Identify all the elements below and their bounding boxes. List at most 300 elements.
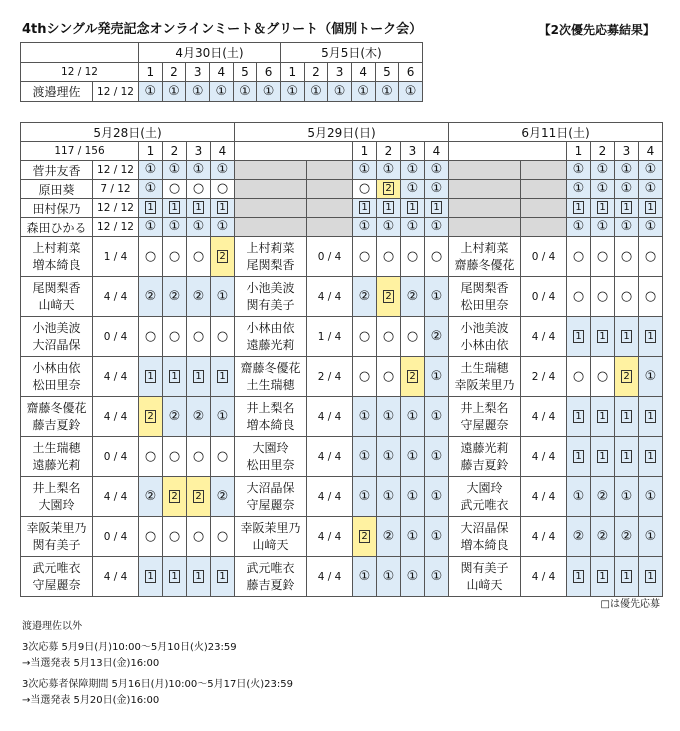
slot-cell: ② (591, 517, 615, 557)
slot-cell: ① (425, 180, 449, 199)
won-count: 4 / 4 (521, 437, 567, 477)
won-count: 4 / 4 (307, 517, 353, 557)
won-count: 4 / 4 (307, 477, 353, 517)
priority-slot-mark: 1 (217, 570, 228, 583)
slot-cell: ① (425, 357, 449, 397)
pair-name-cell (21, 557, 93, 597)
pair-row (21, 237, 663, 277)
priority-slot-mark: 2 (145, 410, 156, 423)
slot-cell: ○ (615, 237, 639, 277)
member-name: 遠藤光莉 (32, 457, 81, 472)
priority-slot-mark: 1 (597, 330, 608, 343)
pair-name-cell (21, 437, 93, 477)
slot-cell: ○ (187, 237, 211, 277)
slot-cell: ① (139, 82, 163, 102)
member-name: 小林由依 (460, 337, 509, 352)
guarantee-notes (22, 677, 293, 709)
slot-cell: ○ (567, 357, 591, 397)
member-name: 守屋麗奈 (32, 577, 81, 592)
slot-cell: ① (401, 218, 425, 237)
unavailable-cell (521, 218, 567, 237)
member-name: 土生瑞穂 (246, 377, 295, 392)
slot-cell: ① (353, 557, 377, 597)
slot-cell (615, 557, 639, 597)
slot-cell: ○ (187, 517, 211, 557)
member-name: 田村保乃 (21, 199, 93, 218)
priority-slot-mark: 1 (169, 370, 180, 383)
member-name: 大園玲 (252, 440, 289, 455)
won-count: 12 / 12 (93, 161, 139, 180)
pair-name-cell (235, 357, 307, 397)
pair-name-cell (449, 437, 521, 477)
member-name: 山﨑天 (252, 537, 289, 552)
slot-cell (353, 517, 377, 557)
slot-cell: ○ (139, 317, 163, 357)
slot-cell: ○ (567, 277, 591, 317)
member-name: 大園玲 (38, 497, 75, 512)
slot-cell: ① (639, 218, 663, 237)
day-header: 5月28日(土) (21, 123, 235, 142)
slot-cell: ○ (591, 237, 615, 277)
slot-cell: ○ (615, 277, 639, 317)
unavailable-cell (521, 161, 567, 180)
member-name: 守屋麗奈 (246, 497, 295, 512)
slot-cell (401, 199, 425, 218)
unavailable-cell (235, 199, 307, 218)
priority-slot-mark: 1 (645, 201, 656, 214)
slot-cell: ○ (187, 180, 211, 199)
pair-name-cell (235, 277, 307, 317)
slot-number-header: 1 (567, 142, 591, 161)
priority-legend: □は優先応募 (600, 599, 660, 610)
member-name: 大沼晶保 (246, 480, 295, 495)
slot-number-header: 1 (353, 142, 377, 161)
slot-cell: ② (377, 517, 401, 557)
slot-cell: ① (353, 161, 377, 180)
result-label: 【2次優先応募結果】 (538, 23, 655, 37)
pair-name-cell (21, 317, 93, 357)
pair-name-cell (21, 277, 93, 317)
slot-cell (591, 557, 615, 597)
won-count: 7 / 12 (93, 180, 139, 199)
won-count: 4 / 4 (307, 557, 353, 597)
priority-slot-mark: 1 (573, 450, 584, 463)
slot-number-header: 5 (375, 63, 399, 82)
member-name: 上村莉菜 (246, 240, 295, 255)
priority-slot-mark: 1 (193, 201, 204, 214)
slot-cell: ① (139, 180, 163, 199)
slot-cell: ① (425, 277, 449, 317)
day-header: 4月30日(土) (139, 43, 281, 63)
slot-number-header: 1 (139, 63, 163, 82)
member-name: 松田里奈 (460, 297, 509, 312)
slot-cell: ① (615, 477, 639, 517)
member-name: 松田里奈 (246, 457, 295, 472)
slot-cell (567, 557, 591, 597)
slot-cell: ① (353, 437, 377, 477)
slot-cell: ① (567, 477, 591, 517)
slot-cell: ② (163, 277, 187, 317)
slot-number-header: 2 (162, 63, 186, 82)
priority-slot-mark: 1 (621, 450, 632, 463)
header-blank (235, 142, 353, 161)
won-count: 4 / 4 (521, 317, 567, 357)
unavailable-cell (449, 180, 521, 199)
slot-cell (639, 397, 663, 437)
slot-cell: ○ (377, 317, 401, 357)
pair-name-cell (449, 237, 521, 277)
priority-slot-mark: 1 (169, 201, 180, 214)
member-name: 齋藤冬優花 (454, 257, 515, 272)
priority-slot-mark: 2 (407, 370, 418, 383)
priority-slot-mark: 1 (645, 410, 656, 423)
slot-cell: ○ (211, 437, 235, 477)
member-name: 井上梨名 (460, 400, 509, 415)
member-name: 土生瑞穂 (460, 360, 509, 375)
priority-slot-mark: 1 (145, 201, 156, 214)
pair-row (21, 557, 663, 597)
slot-cell: ① (187, 218, 211, 237)
member-name: 井上梨名 (32, 480, 81, 495)
pair-name-cell (449, 477, 521, 517)
slot-cell (163, 199, 187, 218)
slot-cell: ○ (211, 180, 235, 199)
slot-cell (139, 397, 163, 437)
day-header: 5月29日(日) (235, 123, 449, 142)
slot-cell (567, 317, 591, 357)
pair-name-cell (21, 477, 93, 517)
slot-cell: ① (615, 180, 639, 199)
day-header-row (21, 123, 663, 142)
won-count: 2 / 4 (521, 357, 567, 397)
unavailable-cell (307, 199, 353, 218)
member-name: 関有美子 (32, 537, 81, 552)
unavailable-cell (449, 218, 521, 237)
won-count: 4 / 4 (307, 437, 353, 477)
unavailable-cell (449, 199, 521, 218)
won-count: 4 / 4 (93, 477, 139, 517)
slot-cell: ① (567, 180, 591, 199)
pair-name-cell (235, 237, 307, 277)
slot-cell: ○ (639, 277, 663, 317)
priority-slot-mark: 1 (645, 570, 656, 583)
slot-cell: ① (211, 161, 235, 180)
priority-slot-mark: 1 (573, 570, 584, 583)
slot-cell (591, 397, 615, 437)
slot-cell: ○ (163, 437, 187, 477)
won-count: 12 / 12 (93, 199, 139, 218)
member-name: 遠藤光莉 (246, 337, 295, 352)
slot-cell: ○ (163, 317, 187, 357)
slot-cell: ① (375, 82, 399, 102)
member-name: 幸阪茉里乃 (240, 520, 301, 535)
slot-cell: ① (639, 477, 663, 517)
slot-cell: ○ (139, 237, 163, 277)
slot-cell: ① (401, 437, 425, 477)
slot-cell (377, 180, 401, 199)
notes-heading: 渡邉理佐以外 (22, 621, 82, 632)
member-name: 齋藤冬優花 (26, 400, 87, 415)
slot-cell: ① (163, 218, 187, 237)
pair-name-cell (449, 317, 521, 357)
member-name: 尾関梨香 (246, 257, 295, 272)
unavailable-cell (521, 199, 567, 218)
slot-cell: ○ (353, 317, 377, 357)
slot-cell: ○ (139, 437, 163, 477)
pair-name-cell (449, 397, 521, 437)
member-row (21, 161, 663, 180)
slot-cell: ○ (163, 180, 187, 199)
slot-cell: ○ (377, 357, 401, 397)
unavailable-cell (307, 161, 353, 180)
slot-number-header: 2 (163, 142, 187, 161)
slot-cell (377, 277, 401, 317)
slot-cell: ① (425, 397, 449, 437)
priority-slot-mark: 1 (431, 201, 442, 214)
slot-cell (425, 199, 449, 218)
pair-name-cell (449, 557, 521, 597)
slot-number-header: 4 (211, 142, 235, 161)
slot-cell: ② (187, 277, 211, 317)
slot-cell (187, 357, 211, 397)
member-name: 増本綺良 (32, 257, 81, 272)
pair-name-cell (449, 357, 521, 397)
slot-cell (615, 357, 639, 397)
slot-cell: ① (401, 161, 425, 180)
priority-slot-mark: 1 (621, 570, 632, 583)
slot-cell: ○ (401, 317, 425, 357)
slot-cell: ○ (591, 277, 615, 317)
member-name: 藤吉夏鈴 (246, 577, 295, 592)
slot-cell (163, 477, 187, 517)
slot-cell (567, 199, 591, 218)
slot-cell (591, 199, 615, 218)
priority-slot-mark: 2 (217, 250, 228, 263)
pair-name-cell (235, 517, 307, 557)
slot-cell: ○ (567, 237, 591, 277)
priority-slot-mark: 1 (193, 570, 204, 583)
slot-cell: ○ (591, 357, 615, 397)
slot-number-header: 4 (209, 63, 233, 82)
slot-cell (353, 199, 377, 218)
won-count: 12 / 12 (93, 82, 139, 102)
slot-cell: ① (162, 82, 186, 102)
member-name: 小池美波 (460, 320, 509, 335)
priority-slot-mark: 1 (217, 370, 228, 383)
slot-cell: ① (639, 161, 663, 180)
slot-cell: ① (401, 180, 425, 199)
member-name: 増本綺良 (246, 417, 295, 432)
member-name: 原田葵 (21, 180, 93, 199)
won-count: 4 / 4 (521, 477, 567, 517)
member-name: 藤吉夏鈴 (32, 417, 81, 432)
priority-slot-mark: 1 (573, 201, 584, 214)
member-name: 上村莉菜 (32, 240, 81, 255)
priority-slot-mark: 1 (621, 410, 632, 423)
slot-cell (211, 237, 235, 277)
member-name: 小林由依 (246, 320, 295, 335)
pair-name-cell (449, 277, 521, 317)
won-count: 0 / 4 (93, 517, 139, 557)
priority-slot-mark: 1 (383, 201, 394, 214)
pair-name-cell (235, 557, 307, 597)
slot-cell: ○ (353, 357, 377, 397)
slot-cell: ② (139, 477, 163, 517)
unavailable-cell (235, 180, 307, 199)
slot-cell: ① (353, 397, 377, 437)
slot-cell: ① (591, 161, 615, 180)
slot-cell: ○ (353, 237, 377, 277)
slot-number-header: 3 (615, 142, 639, 161)
pair-name-cell (235, 437, 307, 477)
pair-name-cell (235, 317, 307, 357)
slot-cell: ① (567, 161, 591, 180)
slot-cell: ① (401, 477, 425, 517)
priority-slot-mark: 2 (383, 182, 394, 195)
member-name: 遠藤光莉 (460, 440, 509, 455)
slot-cell (567, 397, 591, 437)
slot-cell: ① (139, 161, 163, 180)
round3-announcement: →当選発表 5月13日(金)16:00 (22, 658, 160, 669)
slot-cell (139, 199, 163, 218)
slot-cell: ① (615, 218, 639, 237)
slot-cell: ○ (163, 237, 187, 277)
priority-slot-mark: 1 (359, 201, 370, 214)
slot-number-header: 5 (233, 63, 257, 82)
won-count: 4 / 4 (93, 357, 139, 397)
priority-slot-mark: 1 (217, 201, 228, 214)
slot-cell (615, 397, 639, 437)
slot-cell (187, 557, 211, 597)
pair-row (21, 397, 663, 437)
pair-name-cell (21, 517, 93, 557)
slot-cell (187, 199, 211, 218)
slot-cell (615, 199, 639, 218)
slot-cell: ① (328, 82, 352, 102)
slot-cell: ① (280, 82, 304, 102)
slot-cell: ○ (187, 317, 211, 357)
slot-cell: ① (567, 218, 591, 237)
member-row (21, 218, 663, 237)
slot-cell: ① (353, 218, 377, 237)
slot-cell: ② (425, 317, 449, 357)
member-name: 増本綺良 (460, 537, 509, 552)
slot-cell: ① (353, 477, 377, 517)
won-count: 4 / 4 (93, 557, 139, 597)
member-row (21, 199, 663, 218)
watanabe-schedule-table (20, 42, 423, 102)
slot-number-header: 3 (186, 63, 210, 82)
slot-cell: ① (615, 161, 639, 180)
slot-cell (567, 437, 591, 477)
slot-cell: ① (425, 477, 449, 517)
priority-slot-mark: 1 (193, 370, 204, 383)
member-name: 菅井友香 (21, 161, 93, 180)
slot-cell: ① (591, 218, 615, 237)
unavailable-cell (235, 161, 307, 180)
member-name: 武元唯衣 (32, 560, 81, 575)
member-name: 松田里奈 (32, 377, 81, 392)
slot-number-header: 4 (425, 142, 449, 161)
slot-cell: ① (377, 437, 401, 477)
slot-number-header: 1 (139, 142, 163, 161)
slot-cell: ① (377, 397, 401, 437)
slot-cell: ① (425, 218, 449, 237)
slot-cell (377, 199, 401, 218)
slot-cell (639, 199, 663, 218)
slot-cell: ○ (639, 237, 663, 277)
slot-number-header: 3 (401, 142, 425, 161)
member-name: 幸阪茉里乃 (454, 377, 515, 392)
won-count: 0 / 4 (521, 237, 567, 277)
slot-cell (401, 357, 425, 397)
priority-slot-mark: 1 (621, 201, 632, 214)
main-table-body (21, 123, 663, 597)
priority-slot-mark: 1 (145, 570, 156, 583)
slot-cell: ○ (163, 517, 187, 557)
slot-number-header: 6 (399, 63, 423, 82)
slot-cell (615, 317, 639, 357)
guarantee-period: 3次応募者保障期間 5月16日(月)10:00～5月17日(火)23:59 (22, 679, 293, 690)
pair-name-cell (21, 237, 93, 277)
slot-cell: ② (353, 277, 377, 317)
slot-cell (163, 557, 187, 597)
slot-cell: ② (615, 517, 639, 557)
slot-cell: ① (211, 277, 235, 317)
slot-cell (591, 437, 615, 477)
slot-cell: ① (257, 82, 281, 102)
priority-slot-mark: 1 (573, 410, 584, 423)
slot-cell: ① (304, 82, 328, 102)
unavailable-cell (235, 218, 307, 237)
slot-cell (211, 357, 235, 397)
slot-number-header: 3 (187, 142, 211, 161)
slot-header-row (21, 142, 663, 161)
won-count: 4 / 4 (521, 397, 567, 437)
priority-slot-mark: 1 (145, 370, 156, 383)
slot-cell: ○ (139, 517, 163, 557)
member-name: 守屋麗奈 (460, 417, 509, 432)
won-count: 4 / 4 (93, 277, 139, 317)
day-header: 5月5日(木) (280, 43, 422, 63)
priority-slot-mark: 2 (359, 530, 370, 543)
slot-cell (591, 317, 615, 357)
slot-cell (639, 437, 663, 477)
slot-cell: ① (425, 161, 449, 180)
member-name: 渡邉理佐 (21, 82, 93, 102)
slot-cell: ① (425, 517, 449, 557)
slot-cell (211, 199, 235, 218)
unavailable-cell (521, 180, 567, 199)
member-name: 小林由依 (32, 360, 81, 375)
member-name: 関有美子 (460, 560, 509, 575)
slot-cell (615, 437, 639, 477)
slot-cell: ○ (353, 180, 377, 199)
slot-cell (139, 357, 163, 397)
slot-number-header: 2 (591, 142, 615, 161)
won-count: 1 / 4 (307, 317, 353, 357)
total-count: 12 / 12 (21, 63, 139, 82)
member-name: 小池美波 (32, 320, 81, 335)
won-count: 4 / 4 (93, 397, 139, 437)
member-name: 大園玲 (466, 480, 503, 495)
page-title: 4thシングル発売記念オンラインミート＆グリート（個別トーク会） (22, 22, 423, 37)
pair-row (21, 517, 663, 557)
header-blank (449, 142, 567, 161)
priority-slot-mark: 2 (621, 370, 632, 383)
slot-cell: ① (399, 82, 423, 102)
slot-number-header: 3 (328, 63, 352, 82)
